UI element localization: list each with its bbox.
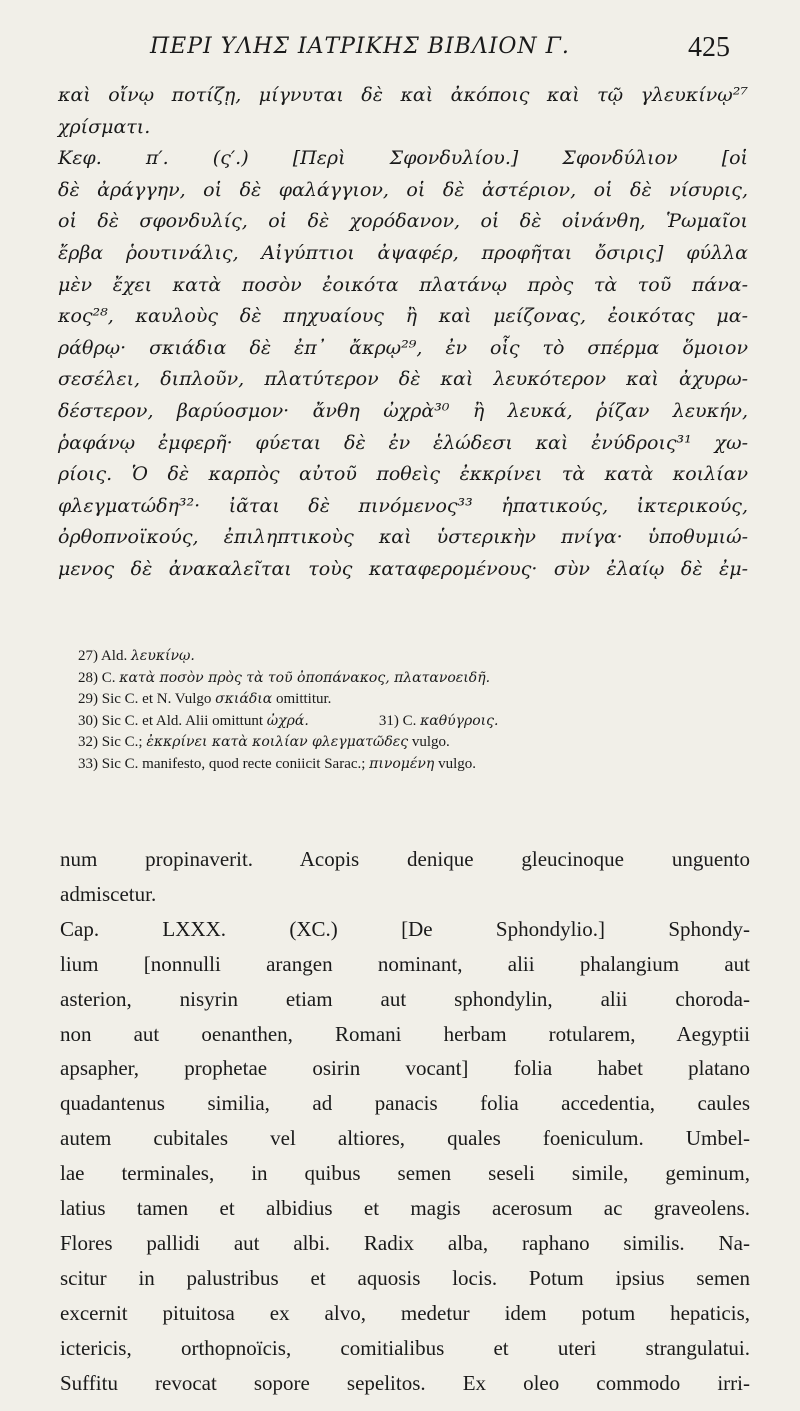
footnote-number: 33) — [78, 755, 98, 772]
page-header — [120, 28, 730, 68]
greek-line: οἱ δὲ σφονδυλίς, οἱ δὲ χορόδανον, οἱ δὲ οἰνάνθη, Ῥωμαῖοι — [58, 210, 748, 233]
footnote-number: 28) — [78, 669, 98, 686]
footnote-greek: σκιάδια — [215, 691, 273, 707]
footnote-greek: λευκίνῳ. — [130, 648, 195, 664]
latin-line: scitur in palustribus et aquosis locis. Potum ipsius semen — [60, 1265, 750, 1290]
footnote-text-after: vulgo. — [434, 755, 476, 772]
greek-line: μὲν ἔχει κατὰ ποσὸν ἐοικότα πλατάνῳ πρὸς τὰ τοῦ πάνα- — [58, 273, 748, 296]
latin-line: asterion, nisyrin etiam aut sphondylin, alii choroda- — [60, 986, 750, 1011]
greek-line: σεσέλει, διπλοῦν, πλατύτερον δὲ καὶ λευκότερον καὶ ἀχυρω- — [58, 368, 748, 391]
greek-line: μενος δὲ ἀνακαλεῖται τοὺς καταφερομένους· σὺν ἐλαίῳ δὲ ἐμ- — [58, 557, 748, 580]
greek-line: ῥαφάνῳ ἐμφερῆ· φύεται δὲ ἐν ἑλώδεσι καὶ ἐνύδροις³¹ χω- — [58, 431, 748, 454]
footnote — [78, 754, 738, 776]
footnote — [78, 711, 738, 733]
footnote-text: Sic C. et N. Vulgo — [101, 691, 216, 707]
greek-line: δέστερον, βαρύοσμον· ἄνθη ὠχρὰ³⁰ ἢ λευκά, ῥίζαν λευκήν, — [58, 399, 748, 422]
latin-line: Cap. LXXX. (XC.) [De Sphondylio.] Sphondy- — [60, 916, 750, 941]
greek-line: κος²⁸, καυλοὺς δὲ πηχυαίους ἢ καὶ μείζονας, ἐοικότας μα- — [58, 305, 748, 328]
footnote-greek: πινομένη — [369, 755, 435, 772]
footnote-greek: ἐκκρίνει κατὰ κοιλίαν φλεγματῶδες — [146, 734, 409, 750]
footnote-greek: καθύγροις. — [420, 712, 499, 729]
greek-line: δὲ ἀράγγην, οἱ δὲ φαλάγγιον, οἱ δὲ ἀστέριον, οἱ δὲ νίσυρις, — [58, 178, 748, 201]
greek-line: φλεγματώδη³²· ἰᾶται δὲ πινόμενος³³ ἡπατικούς, ἰκτερικούς, — [58, 494, 748, 517]
footnote-number: 27) — [78, 648, 98, 664]
greek-line: χρίσματι. — [58, 115, 151, 138]
footnote-text: Sic C. et Ald. Alii omittunt — [101, 712, 267, 729]
footnote-number: 30) — [78, 712, 98, 729]
latin-line: non aut oenanthen, Romani herbam rotularem, Aegyptii — [60, 1021, 750, 1046]
footnote-number: 31) — [378, 712, 399, 729]
greek-text-block — [58, 80, 748, 586]
greek-line: ρίοις. Ὁ δὲ καρπὸς αὐτοῦ ποθεὶς ἐκκρίνει τὰ κατὰ κοιλίαν — [58, 463, 748, 486]
latin-line: autem cubitales vel altiores, quales foeniculum. Umbel- — [60, 1126, 750, 1151]
latin-line: num propinaverit. Acopis denique gleucinoque unguento — [60, 847, 750, 871]
footnote — [78, 732, 738, 754]
footnote-greek: κατὰ ποσὸν πρὸς τὰ τοῦ ὀποπάνακος, πλατανοειδῆ. — [119, 669, 491, 686]
latin-line: Suffitu revocat sopore sepelitos. Ex oleo commodo irri- — [60, 1370, 750, 1395]
footnote-number: 32) — [78, 734, 98, 750]
latin-line: Flores pallidi aut albi. Radix alba, raphano similis. Na- — [60, 1230, 750, 1255]
latin-line: quadantenus similia, ad panacis folia accedentia, caules — [60, 1091, 750, 1116]
latin-line: lae terminales, in quibus semen seseli simile, geminum, — [60, 1161, 750, 1186]
latin-line: apsapher, prophetae osirin vocant] folia habet platano — [60, 1056, 750, 1081]
latin-line: ictericis, orthopnoïcis, comitialibus et uteri strangulatui. — [60, 1335, 750, 1360]
footnote — [78, 689, 738, 711]
page-number: 425 — [688, 32, 730, 63]
footnote-text: Ald. — [100, 648, 131, 664]
running-title: ΠΕΡΙ ΥΛΗΣ ΙΑΤΡΙΚΗΣ ΒΙΒΛΙΟΝ Γ. — [150, 34, 570, 59]
greek-line: ράθρῳ· σκιάδια δὲ ἐπ᾽ ἄκρῳ²⁹, ἐν οἷς τὸ σπέρμα ὅμοιον — [58, 336, 748, 359]
latin-line: lium [nonnulli arangen nominant, alii phalangium aut — [60, 951, 750, 976]
greek-line: ὀρθοπνοϊκούς, ἐπιληπτικοὺς καὶ ὑστερικὴν πνίγα· ὑποθυμιώ- — [58, 526, 748, 549]
footnote-text-after: vulgo. — [408, 734, 450, 750]
footnote — [78, 646, 738, 668]
footnote-text: Sic C. manifesto, quod recte coniicit Sarac.; — [101, 755, 370, 772]
latin-line: latius tamen et albidius et magis acerosum ac graveolens. — [60, 1196, 750, 1221]
footnote-text: C. — [101, 669, 120, 686]
footnote-number: 29) — [78, 691, 98, 707]
footnote-greek: ὠχρά. — [266, 712, 309, 729]
footnote-text: C. — [398, 712, 421, 729]
footnote-text: Sic C.; — [101, 734, 147, 750]
footnotes-block — [78, 646, 738, 775]
latin-line: admiscetur. — [60, 881, 157, 906]
greek-line: Κεφ. π′. (ς′.) [Περὶ Σφονδυλίου.] Σφονδύλιον [οἱ — [58, 147, 748, 170]
latin-text-block — [60, 842, 750, 1401]
latin-line: excernit pituitosa ex alvo, medetur idem potum hepaticis, — [60, 1300, 750, 1325]
footnote — [78, 668, 738, 690]
footnote-text-after: omittitur. — [272, 691, 332, 707]
greek-line: καὶ οἴνῳ ποτίζῃ, μίγνυται δὲ καὶ ἀκόποις καὶ τῷ γλευκίνῳ²⁷ — [58, 84, 748, 106]
greek-line: ἔρβα ῥουτινάλις, Αἰγύπτιοι ἀψαφέρ, προφῆται ὄσιρις] φύλλα — [58, 241, 748, 264]
